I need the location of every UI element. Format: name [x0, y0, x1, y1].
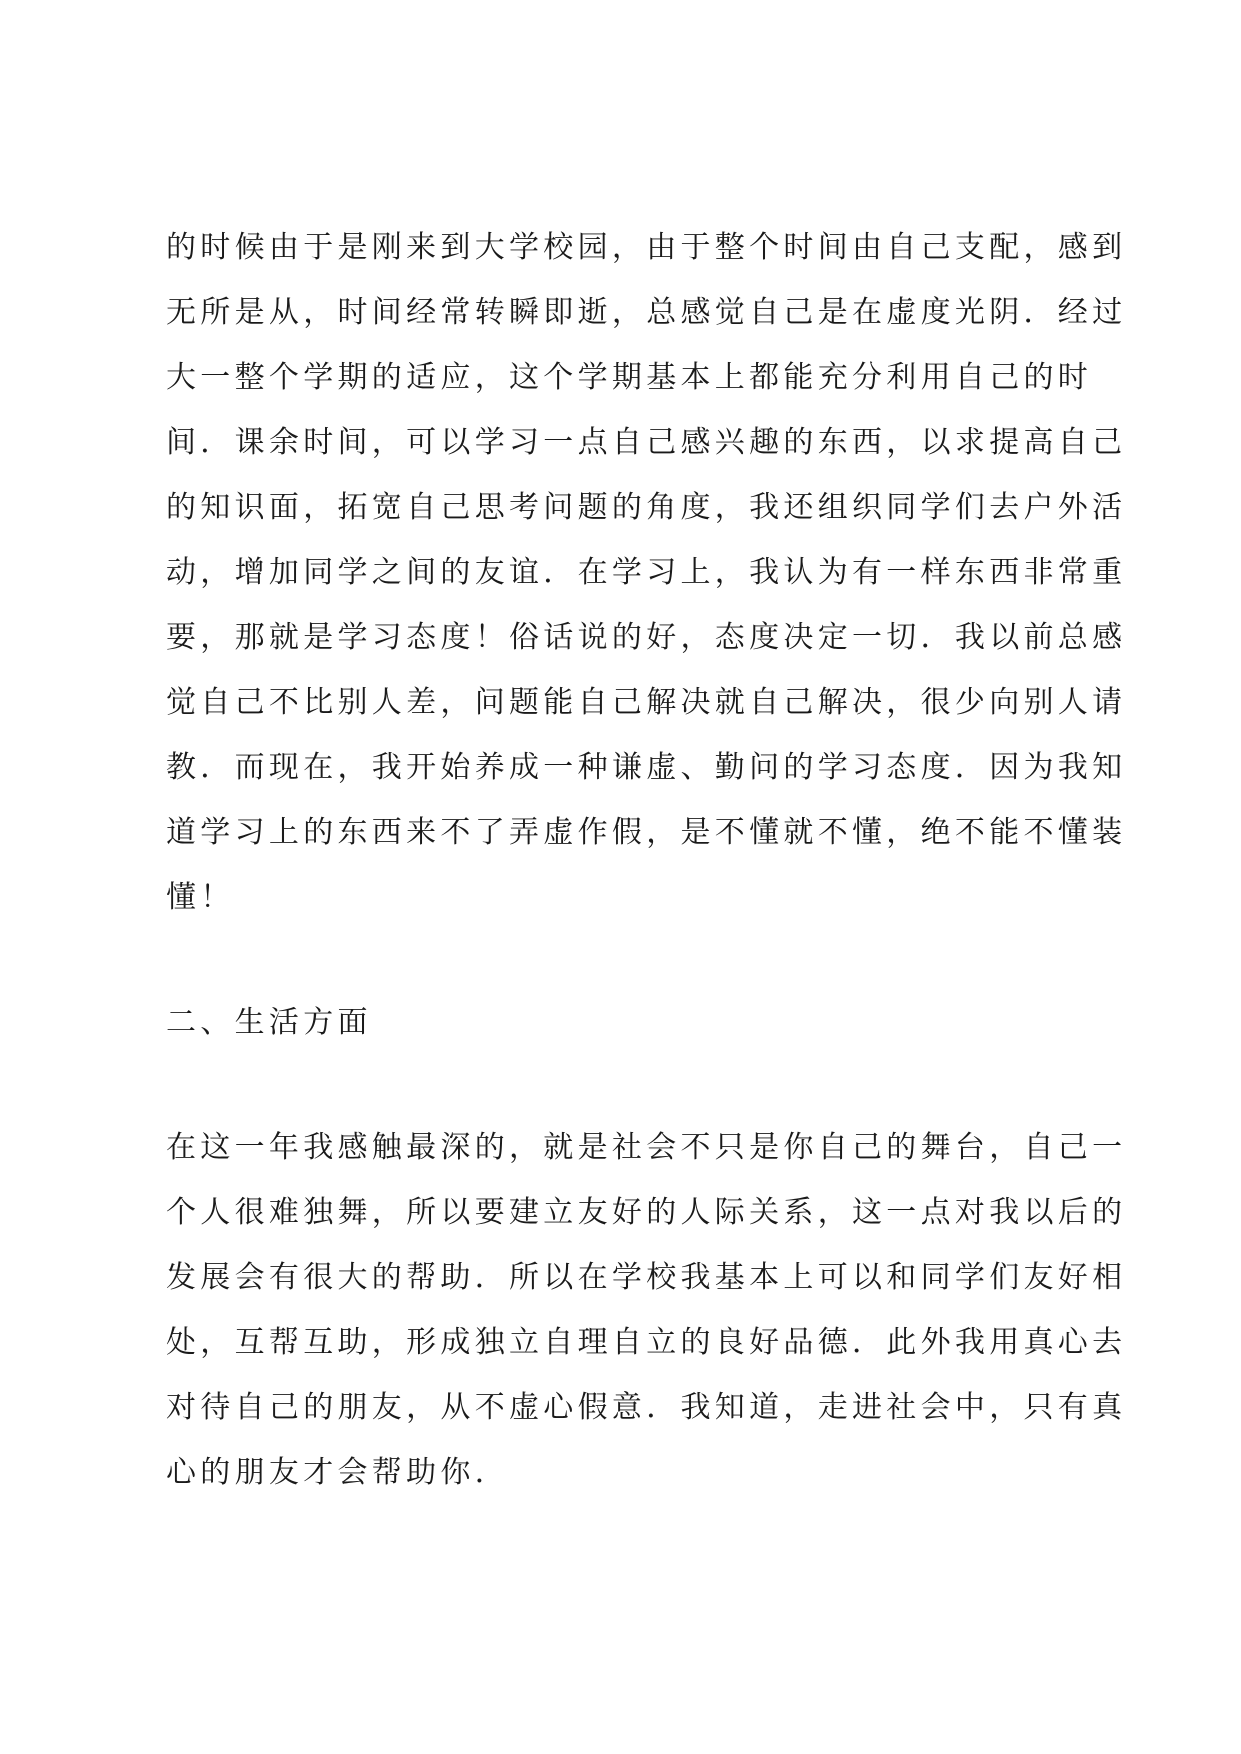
paragraph-line: 大一整个学期的适应，这个学期基本上都能充分利用自己的时	[166, 360, 1093, 395]
paragraph-line: 间．课余时间，可以学习一点自己感兴趣的东西，以求提高自己	[166, 425, 1127, 460]
paragraph-line: 个人很难独舞，所以要建立友好的人际关系，这一点对我以后的	[166, 1195, 1127, 1230]
paragraph-line: 觉自己不比别人差，问题能自己解决就自己解决，很少向别人请	[166, 685, 1127, 720]
paragraph-line: 教．而现在，我开始养成一种谦虚、勤问的学习态度．因为我知	[166, 750, 1127, 785]
paragraph-line: 的时候由于是刚来到大学校园，由于整个时间由自己支配，感到	[166, 230, 1127, 265]
paragraph-line: 对待自己的朋友，从不虚心假意．我知道，走进社会中，只有真	[166, 1390, 1127, 1425]
paragraph-line: 动，增加同学之间的友谊．在学习上，我认为有一样东西非常重	[166, 555, 1127, 590]
paragraph-line: 在这一年我感触最深的，就是社会不只是你自己的舞台，自己一	[166, 1130, 1127, 1165]
paragraph-line: 无所是从，时间经常转瞬即逝，总感觉自己是在虚度光阴．经过	[166, 295, 1127, 330]
paragraph-line: 要，那就是学习态度！俗话说的好，态度决定一切．我以前总感	[166, 620, 1127, 655]
section-heading: 二、生活方面	[166, 1005, 372, 1040]
paragraph-line: 心的朋友才会帮助你．	[166, 1455, 509, 1490]
paragraph-line: 的知识面，拓宽自己思考问题的角度，我还组织同学们去户外活	[166, 490, 1127, 525]
paragraph-line: 处，互帮互助，形成独立自理自立的良好品德．此外我用真心去	[166, 1325, 1127, 1360]
paragraph-line: 发展会有很大的帮助．所以在学校我基本上可以和同学们友好相	[166, 1260, 1127, 1295]
paragraph-line: 道学习上的东西来不了弄虚作假，是不懂就不懂，绝不能不懂装	[166, 815, 1127, 850]
paragraph-line: 懂！	[166, 880, 235, 915]
